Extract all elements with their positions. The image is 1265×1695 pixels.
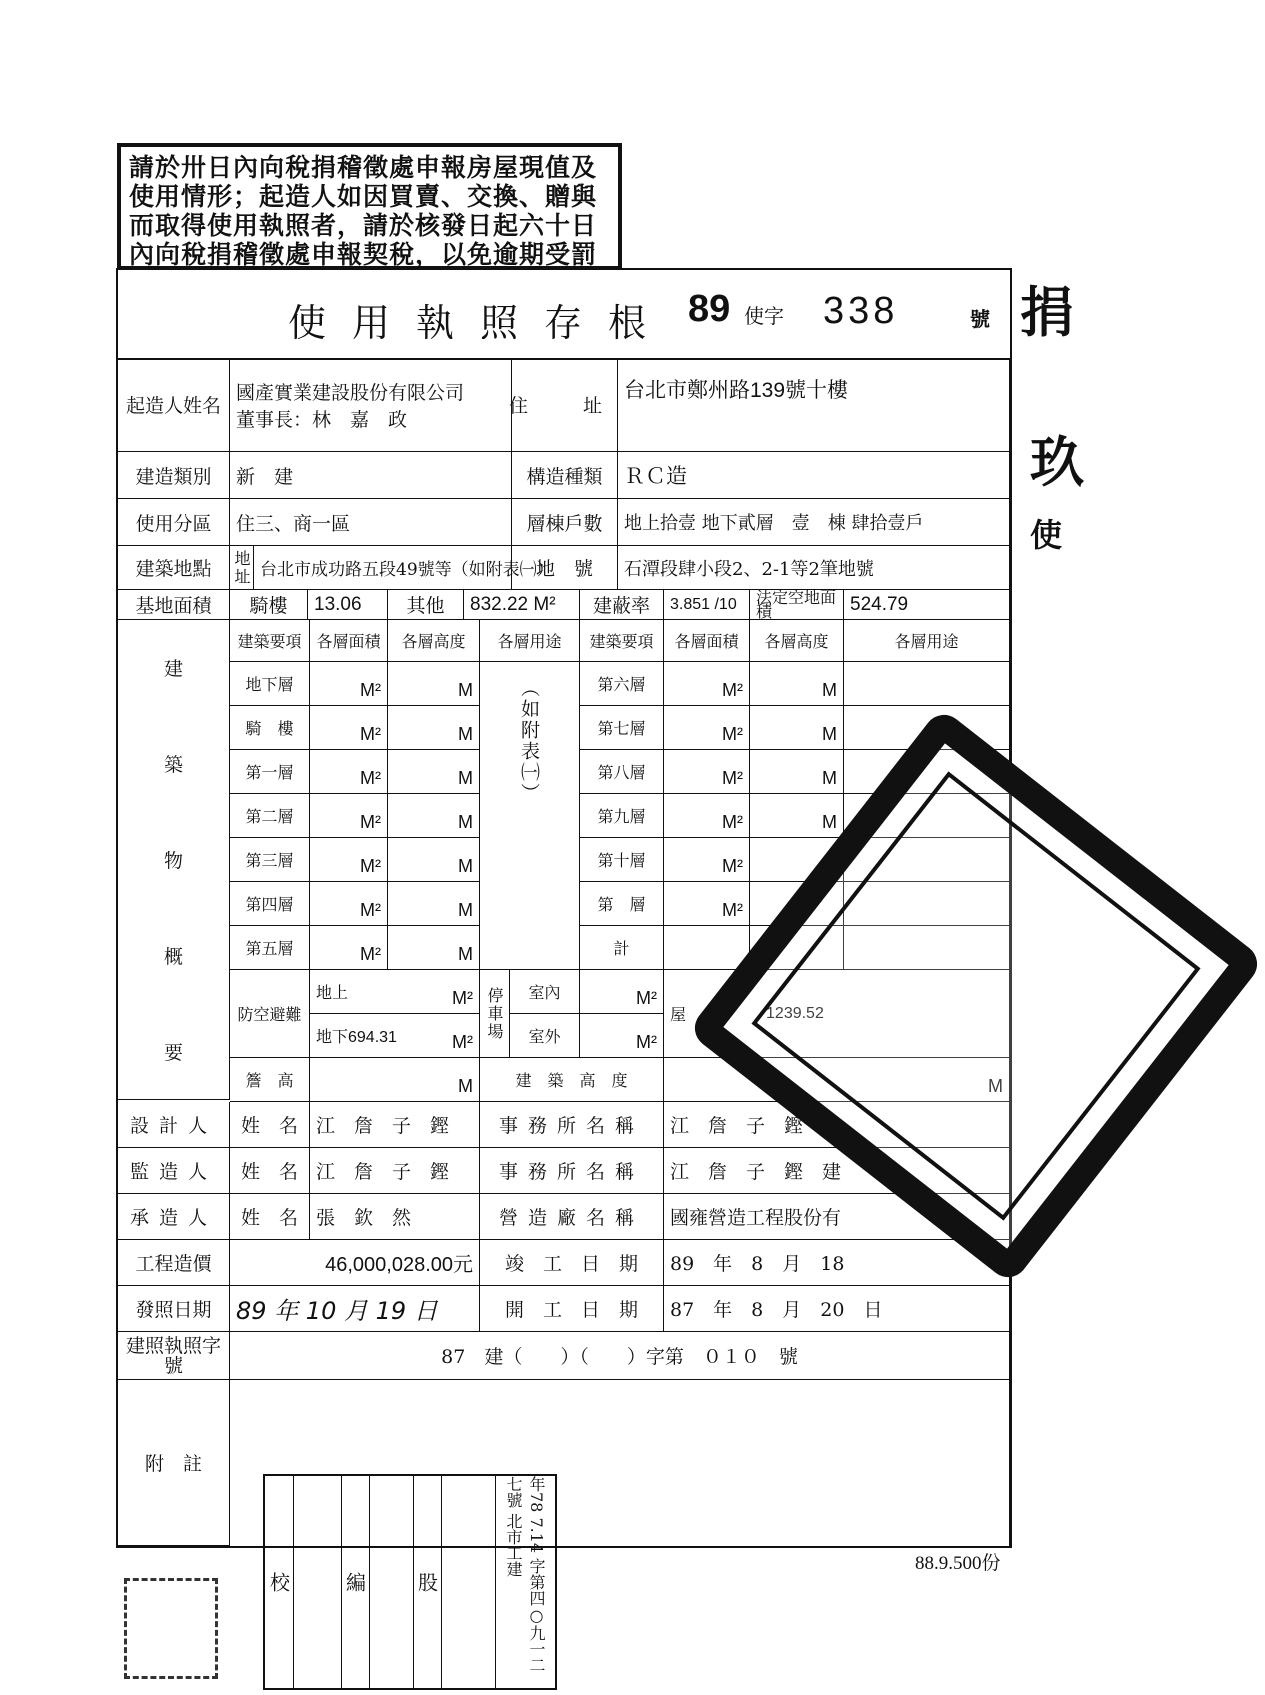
floor-label: 第五層 xyxy=(230,926,310,970)
floor-height xyxy=(388,706,480,750)
cost-value: 46,000,028.00元 xyxy=(230,1240,480,1286)
unit: M² xyxy=(636,988,657,1008)
side-label-char: 築 xyxy=(163,754,183,777)
unit: M² xyxy=(452,1032,473,1052)
floor-area-r xyxy=(664,750,750,794)
unit: M² xyxy=(722,768,743,788)
roof-label: 屋 xyxy=(670,1005,687,1024)
form-title: 使用執照存根 xyxy=(288,301,673,345)
notice-line: 內向稅捐稽徵處申報契稅，以免逾期受罰 xyxy=(129,240,598,269)
notice-line: 使用情形；起造人如因買賣、交換、贈與 xyxy=(129,182,598,211)
owner-label: 起造人姓名 xyxy=(118,358,230,452)
supervisor-office-label: 事務所名稱 xyxy=(480,1148,664,1194)
unit: M² xyxy=(722,680,743,700)
designer-name-label: 姓 名 xyxy=(230,1102,310,1148)
contractor-label: 承造人 xyxy=(118,1194,230,1240)
unit: M² xyxy=(360,900,381,920)
col-header-usage-r: 各層用途 xyxy=(844,620,1010,662)
eave-label: 簷 高 xyxy=(230,1058,310,1102)
floor-area-r xyxy=(664,706,750,750)
unit: M xyxy=(458,944,473,964)
structure-value: ＲＣ造 xyxy=(618,452,1010,499)
unit: M xyxy=(458,812,473,832)
sig-box-3 xyxy=(441,1476,496,1688)
completion-label: 竣 工 日 期 xyxy=(480,1240,664,1286)
col-header-area-r: 各層面積 xyxy=(664,620,750,662)
floor-height xyxy=(388,838,480,882)
floor-height xyxy=(388,926,480,970)
unit: M² xyxy=(360,944,381,964)
issue-label: 發照日期 xyxy=(118,1286,230,1332)
unit: M² xyxy=(452,988,473,1008)
sig-label-chief xyxy=(413,1476,442,1688)
floor-area xyxy=(310,926,388,970)
floor-height xyxy=(388,750,480,794)
designer-office-label: 事務所名稱 xyxy=(480,1102,664,1148)
area-unit: M² xyxy=(533,593,556,615)
sig-box-2 xyxy=(369,1476,414,1688)
unit: M xyxy=(458,856,473,876)
coverage-label: 建蔽率 xyxy=(580,590,664,620)
other-area-value: 832.22 xyxy=(470,593,529,615)
air-raid-above-label: 地上 xyxy=(316,983,349,1002)
parking-indoor-value xyxy=(580,970,664,1014)
parking-outdoor-value xyxy=(580,1014,664,1058)
approval-stamp-text xyxy=(495,1476,555,1688)
building-side-label xyxy=(118,620,230,1100)
sig-label: 股 xyxy=(414,1572,439,1592)
notice-line: 請於卅日內向稅捐稽徵處申報房屋現值及 xyxy=(129,153,598,182)
unit: M² xyxy=(722,724,743,744)
unit: M² xyxy=(360,680,381,700)
unit: M² xyxy=(360,856,381,876)
floor-label: 騎 樓 xyxy=(230,706,310,750)
air-raid-above xyxy=(310,970,480,1014)
unit: M xyxy=(822,680,837,700)
unit: M² xyxy=(636,1032,657,1052)
side-label-char: 建 xyxy=(163,658,183,681)
owner-chairman: 董事長：林 嘉 政 xyxy=(236,408,408,431)
floor-area xyxy=(310,750,388,794)
roof-value: 1239.52 xyxy=(766,1004,824,1022)
side-char: 捐 xyxy=(1020,280,1074,344)
floor-area-r xyxy=(664,882,750,926)
col-header-usage: 各層用途 xyxy=(480,620,580,662)
floor-label: 地下層 xyxy=(230,662,310,706)
floor-area xyxy=(310,838,388,882)
lot-label: 地 號 xyxy=(512,546,618,590)
build-type-label: 建造類別 xyxy=(118,452,230,499)
arcade-area xyxy=(308,590,388,620)
arcade-label: 騎樓 xyxy=(230,590,308,620)
building-height-label: 建 築 高 度 xyxy=(480,1058,664,1102)
other-area xyxy=(464,590,580,620)
owner-address: 台北市鄭州路139號十樓 xyxy=(618,358,1010,452)
floor-area-r xyxy=(664,794,750,838)
floors-label: 層棟戶數 xyxy=(512,499,618,546)
site-addr-small: 地址 xyxy=(230,546,254,590)
site-address: 台北市成功路五段49號等（如附表㈠） xyxy=(254,546,512,590)
unit: M xyxy=(822,724,837,744)
unit: M xyxy=(458,1076,473,1096)
start-label: 開 工 日 期 xyxy=(480,1286,664,1332)
contractor-name-label: 姓 名 xyxy=(230,1194,310,1240)
floor-height-r xyxy=(750,706,844,750)
sig-box-1 xyxy=(293,1476,342,1688)
coverage-value: 3.851 /10 xyxy=(664,590,750,620)
air-raid-below xyxy=(310,1014,480,1058)
unit: M xyxy=(458,768,473,788)
remark-label: 附 註 xyxy=(118,1380,230,1546)
sig-label-check xyxy=(265,1476,294,1688)
unit: M xyxy=(822,812,837,832)
side-label-char: 概 xyxy=(163,945,183,968)
side-char: 使 xyxy=(1030,516,1063,554)
unit: M² xyxy=(722,812,743,832)
unit: M² xyxy=(360,768,381,788)
contractor-office: 國雍營造工程股份有 xyxy=(664,1194,1010,1240)
floor-label-r: 計 xyxy=(580,926,664,970)
eave-value xyxy=(310,1058,480,1102)
floor-usage-r xyxy=(844,662,1010,706)
air-raid-below-value: 地下694.31 xyxy=(316,1029,397,1046)
floor-label-r: 第九層 xyxy=(580,794,664,838)
owner-company: 國產實業建設股份有限公司 xyxy=(236,381,465,404)
floor-area xyxy=(310,662,388,706)
start-date: 87 年 8 月 20 日 xyxy=(664,1286,1010,1332)
col-header-item: 建築要項 xyxy=(230,620,310,662)
unit: M xyxy=(822,768,837,788)
open-space-value: 524.79 xyxy=(844,590,1010,620)
floor-height-r xyxy=(750,662,844,706)
open-space-label: 法定空地面積 xyxy=(750,590,844,620)
floor-label-r: 第八層 xyxy=(580,750,664,794)
col-header-item-r: 建築要項 xyxy=(580,620,664,662)
unit: M xyxy=(458,724,473,744)
completion-date: 89 年 8 月 18 xyxy=(664,1240,1010,1286)
floor-height xyxy=(388,794,480,838)
floor-label-r: 第十層 xyxy=(580,838,664,882)
arcade-area-value: 13.06 xyxy=(314,593,362,615)
sig-label: 校 xyxy=(266,1572,291,1592)
floor-label: 第四層 xyxy=(230,882,310,926)
floor-area-r xyxy=(664,926,750,970)
form-header xyxy=(118,270,1010,360)
owner-info xyxy=(230,358,512,452)
lot-value: 石潭段肆小段2、2-1等2筆地號 xyxy=(618,546,1010,590)
cost-label: 工程造價 xyxy=(118,1240,230,1286)
side-char: 玖 xyxy=(1030,430,1084,494)
permit-hao: 號 xyxy=(970,307,990,331)
supervisor-office: 江 詹 子 鏗 建 xyxy=(664,1148,1010,1194)
other-label: 其他 xyxy=(388,590,464,620)
designer-label: 設計人 xyxy=(118,1102,230,1148)
floor-area xyxy=(310,882,388,926)
permit-year: 89 xyxy=(688,288,731,330)
floor-label: 第一層 xyxy=(230,750,310,794)
area-label: 基地面積 xyxy=(118,590,230,620)
contractor-name: 張 欽 然 xyxy=(310,1194,480,1240)
unit: M xyxy=(458,680,473,700)
floor-area xyxy=(310,794,388,838)
usage-note: ︵如附表㈠︶ xyxy=(518,678,540,804)
col-header-area: 各層面積 xyxy=(310,620,388,662)
floor-height xyxy=(388,662,480,706)
permit-no-label: 建照執照字號 xyxy=(118,1332,230,1380)
side-label-char: 要 xyxy=(163,1041,183,1064)
parking-label: 停車場 xyxy=(480,970,510,1058)
permit-number: 338 xyxy=(823,290,899,332)
designer-name: 江 詹 子 鏗 xyxy=(310,1102,480,1148)
sig-label: 編 xyxy=(342,1572,367,1592)
floors-value: 地上拾壹 地下貳層 壹 棟 肆拾壹戶 xyxy=(618,499,1010,546)
floor-height xyxy=(388,882,480,926)
unit: M² xyxy=(360,724,381,744)
parking-indoor-label: 室內 xyxy=(510,970,580,1014)
permit-zi: 使字 xyxy=(744,304,784,328)
unit: M xyxy=(458,900,473,920)
unit: M² xyxy=(360,812,381,832)
floor-label-r: 第六層 xyxy=(580,662,664,706)
floor-height-r xyxy=(750,750,844,794)
air-raid-label: 防空避難 xyxy=(230,970,310,1058)
small-seal xyxy=(124,1578,218,1679)
sig-label-number xyxy=(341,1476,370,1688)
unit: M² xyxy=(722,856,743,876)
structure-label: 構造種類 xyxy=(512,452,618,499)
floor-area-r xyxy=(664,662,750,706)
tax-notice-box xyxy=(117,143,622,270)
approval-text: 年78 7.14 字第四○九一二七號 北市工建 xyxy=(504,1476,546,1674)
usage-note-cell xyxy=(480,662,580,970)
floor-label-r: 第七層 xyxy=(580,706,664,750)
side-label-char: 物 xyxy=(163,849,183,872)
address-label: 住 址 xyxy=(512,358,618,452)
unit: M² xyxy=(722,900,743,920)
floor-area xyxy=(310,706,388,750)
site-label: 建築地點 xyxy=(118,546,230,590)
supervisor-label: 監造人 xyxy=(118,1148,230,1194)
unit: M xyxy=(988,1076,1003,1096)
contractor-office-label: 營造廠名稱 xyxy=(480,1194,664,1240)
supervisor-name-label: 姓 名 xyxy=(230,1148,310,1194)
unit: M xyxy=(822,856,837,876)
permit-no-value: 87 建（ ）（ ）字第 ０１０ 號 xyxy=(230,1332,1010,1380)
parking-outdoor-label: 室外 xyxy=(510,1014,580,1058)
print-note: 88.9.500份 xyxy=(915,1553,1001,1574)
col-header-height-r: 各層高度 xyxy=(750,620,844,662)
zone-label: 使用分區 xyxy=(118,499,230,546)
build-type-value: 新 建 xyxy=(230,452,512,499)
floor-label: 第三層 xyxy=(230,838,310,882)
zone-value: 住三、商一區 xyxy=(230,499,512,546)
floor-label-r: 第 層 xyxy=(580,882,664,926)
supervisor-name: 江 詹 子 鏗 xyxy=(310,1148,480,1194)
issue-date: 89 年 10 月 19 日 xyxy=(230,1286,480,1332)
floor-height-r xyxy=(750,794,844,838)
notice-line: 而取得使用執照者，請於核發日起六十日 xyxy=(129,211,598,240)
designer-office: 江 詹 子 鏗 xyxy=(664,1102,1010,1148)
col-header-height: 各層高度 xyxy=(388,620,480,662)
floor-area-r xyxy=(664,838,750,882)
floor-label: 第二層 xyxy=(230,794,310,838)
approval-signature-box xyxy=(263,1474,557,1690)
